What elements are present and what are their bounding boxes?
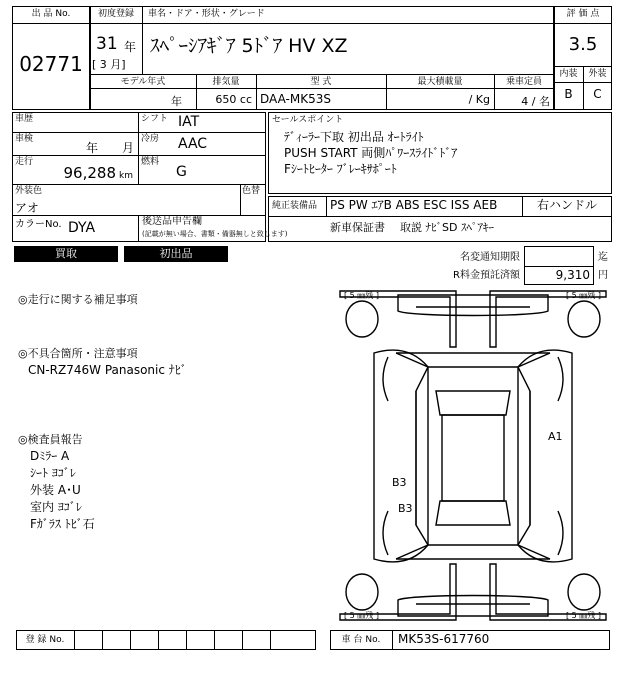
- capacity-label: 乗車定員: [505, 77, 542, 87]
- history-label: 車歴: [15, 114, 34, 124]
- inspector-line: ｼｰﾄ ﾖｺﾞﾚ: [30, 466, 76, 480]
- model-year-label: モデル年式: [120, 77, 166, 87]
- score-label: 評 価 点: [566, 9, 600, 19]
- damage-mark-b3: B3: [392, 476, 407, 489]
- damage-mark-a1: A1: [548, 430, 563, 443]
- inspector-title: ◎検査員報告: [18, 433, 83, 446]
- color-value: アオ: [15, 201, 39, 215]
- exterior-label: 外装: [588, 69, 607, 79]
- tire-depth-rear-right: [ 5 ㎜残 ]: [566, 611, 601, 620]
- first-reg-label: 初度登録: [97, 9, 134, 19]
- sales-points-label: セールスポイント: [272, 115, 344, 125]
- ac-value: AAC: [178, 136, 208, 152]
- lot-label: 出 品 No.: [31, 9, 71, 19]
- shift-label: シフト: [141, 114, 169, 124]
- post-sale-note: (記載が無い場合、書類・備器無しと致します): [142, 230, 288, 238]
- warranty-label: 新車保証書: [330, 221, 385, 234]
- first-reg-year-unit: 年: [124, 40, 137, 54]
- warranty-value: 取説 ﾅﾋﾞSD ｽﾍﾟｱｷｰ: [400, 221, 494, 234]
- equipment-value: PS PW ｴｱB ABS ESC ISS AEB: [330, 198, 498, 212]
- interior-grade: B: [564, 87, 573, 101]
- tire-depth-rear-left: [ 5 ㎜残 ]: [344, 611, 379, 620]
- color-no-label: カラーNo.: [15, 219, 62, 230]
- defects-title: ◎不具合箇所・注意事項: [18, 347, 138, 360]
- fuel-value: G: [176, 164, 187, 180]
- deadline-label: 名変通知期限: [460, 252, 520, 263]
- inspector-line: 室内 ﾖｺﾞﾚ: [30, 500, 82, 514]
- recycle-value: 9,310: [555, 268, 590, 282]
- fuel-label: 燃料: [141, 157, 160, 167]
- inspector-line: Fｶﾞﾗｽ ﾄﾋﾞ石: [30, 517, 95, 531]
- sales-point-line: ﾃﾞｨｰﾗｰ下取 初出品 ｵｰﾄﾗｲﾄ: [284, 130, 424, 144]
- exterior-grade: C: [593, 87, 602, 101]
- recycle-label: R料金預託済額: [453, 270, 520, 281]
- car-name: ｽﾍﾟｰｼｱｷﾞｱ 5ﾄﾞｱ HV XZ: [150, 35, 348, 57]
- score-value: 3.5: [568, 34, 598, 55]
- car-outline-icon: [336, 287, 610, 624]
- first-reg-month: [ 3 月]: [92, 58, 126, 71]
- lot-number: 02771: [19, 52, 83, 76]
- displacement-label: 排気量: [212, 77, 240, 87]
- deadline-value-box: [524, 246, 594, 267]
- deadline-unit: 迄: [598, 252, 608, 263]
- mileage-unit: km: [119, 171, 133, 181]
- model-type-label: 型 式: [310, 77, 332, 87]
- inspection-year-unit: 年: [86, 141, 99, 155]
- model-year-unit: 年: [171, 95, 182, 108]
- tire-depth-front-left: [ 5 ㎜残 ]: [344, 291, 379, 300]
- max-load-label: 最大積載量: [417, 77, 463, 87]
- car-damage-diagram: [336, 287, 610, 624]
- post-sale-label: 後送品申告欄: [142, 216, 202, 227]
- damage-mark-b3: B3: [398, 502, 413, 515]
- color-no-value: DYA: [68, 220, 96, 236]
- mileage-value: 96,288: [63, 164, 116, 182]
- tire-depth-front-right: [ 5 ㎜残 ]: [566, 291, 601, 300]
- steering-value: 右ハンドル: [536, 198, 597, 212]
- capacity-value: 4 / 名: [521, 95, 550, 108]
- displacement-value: 650 cc: [215, 93, 252, 106]
- sales-point-line: PUSH START 両側ﾊﾟﾜｰｽﾗｲﾄﾞﾄﾞｱ: [284, 146, 458, 160]
- badge-first-listing: 初出品: [124, 246, 228, 262]
- car-name-label: 車名・ドア・形状・グレード: [148, 9, 265, 19]
- ac-label: 冷房: [141, 134, 160, 144]
- defects-line: CN-RZ746W Panasonic ﾅﾋﾞ: [28, 363, 187, 377]
- chassis-number: MK53S-617760: [398, 632, 490, 646]
- inspector-line: Dﾐﾗｰ A: [30, 449, 70, 463]
- registration-label: 登 録 No.: [25, 635, 65, 645]
- inspector-line: 外装 A･U: [30, 483, 81, 497]
- sales-point-line: Fｼｰﾄﾋｰﾀｰ ﾌﾞﾚｰｷｻﾎﾟｰﾄ: [284, 162, 397, 176]
- mileage-label: 走行: [15, 157, 34, 167]
- equipment-label: 純正装備品: [272, 201, 318, 211]
- color-label: 外装色: [15, 186, 43, 196]
- shift-value: IAT: [178, 114, 200, 130]
- badge-kaitori: 買取: [14, 246, 118, 262]
- interior-label: 内装: [559, 69, 578, 79]
- recycle-unit: 円: [598, 270, 608, 281]
- inspection-label: 車検: [15, 134, 34, 144]
- inspection-month-unit: 月: [122, 141, 135, 155]
- color-change-label: 色替: [242, 186, 261, 196]
- running-notes-title: ◎走行に関する補足事項: [18, 293, 138, 306]
- chassis-label: 車 台 No.: [341, 635, 381, 645]
- model-code: DAA-MK53S: [260, 92, 331, 106]
- max-load-value: / Kg: [468, 93, 490, 106]
- first-reg-year: 31: [96, 34, 118, 54]
